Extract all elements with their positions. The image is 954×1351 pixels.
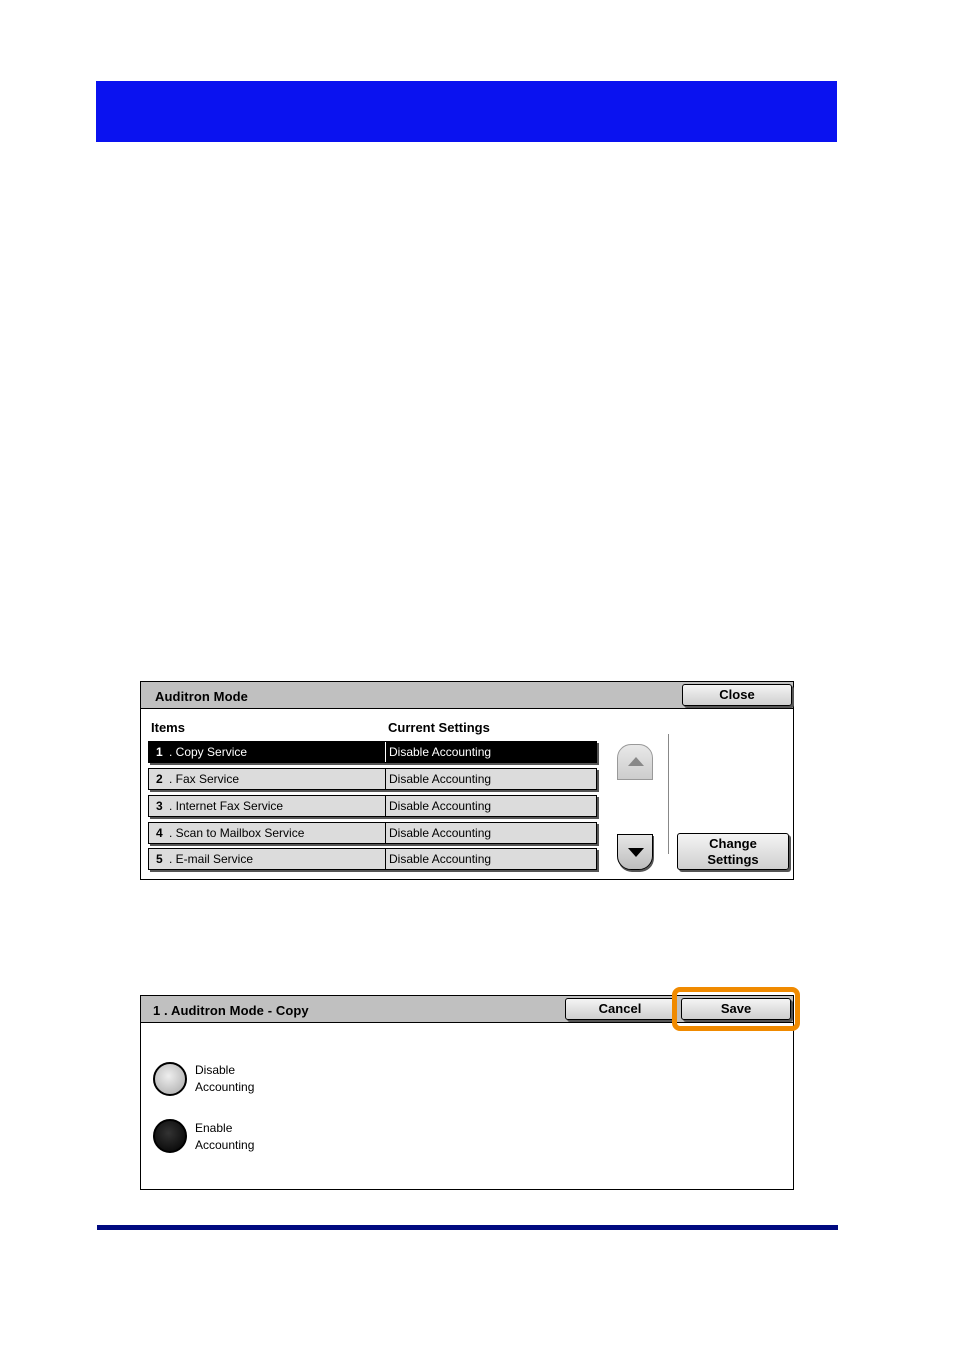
column-divider — [385, 796, 386, 816]
divider — [668, 734, 669, 854]
item-name: . Internet Fax Service — [169, 799, 284, 813]
column-divider — [385, 769, 386, 789]
item-name: . Fax Service — [169, 772, 240, 786]
change-settings-line2: Settings — [707, 851, 759, 867]
item-name: . E-mail Service — [169, 852, 254, 866]
column-divider — [385, 849, 386, 869]
panel-title: Auditron Mode — [155, 689, 249, 704]
item-number: 1 — [156, 745, 163, 759]
item-setting: Disable Accounting — [389, 772, 492, 786]
footer-rule — [97, 1225, 838, 1230]
item-setting: Disable Accounting — [389, 799, 492, 813]
item-number: 3 — [156, 799, 163, 813]
item-number: 2 — [156, 772, 163, 786]
change-settings-line1: Change — [709, 835, 757, 851]
item-name: . Copy Service — [169, 745, 248, 759]
list-item-fax-service[interactable] — [148, 768, 597, 790]
option-line1: Enable — [195, 1121, 233, 1135]
item-setting: Disable Accounting — [389, 852, 492, 866]
list-item-scan-to-mailbox-service[interactable] — [148, 822, 597, 844]
item-setting: Disable Accounting — [389, 826, 492, 840]
triangle-up-icon — [628, 757, 644, 766]
list-item-internet-fax-service[interactable] — [148, 795, 597, 817]
disable-accounting-radio[interactable] — [153, 1062, 187, 1096]
triangle-down-icon — [628, 848, 644, 857]
item-setting: Disable Accounting — [389, 745, 492, 759]
item-number: 4 — [156, 826, 163, 840]
item-name: . Scan to Mailbox Service — [169, 826, 305, 840]
option-line1: Disable — [195, 1063, 236, 1077]
column-divider — [385, 823, 386, 843]
column-divider — [385, 742, 386, 762]
option-line2: Accounting — [195, 1138, 255, 1152]
cancel-button[interactable]: Cancel — [565, 998, 675, 1020]
scroll-down-button[interactable] — [617, 834, 653, 870]
save-button[interactable]: Save — [681, 998, 791, 1020]
enable-accounting-label — [195, 1120, 275, 1154]
scroll-up-button[interactable] — [617, 744, 653, 780]
save-highlight — [672, 987, 800, 1031]
list-item-email-service[interactable] — [148, 848, 597, 870]
header-bar — [96, 81, 837, 142]
change-settings-button[interactable] — [677, 833, 789, 870]
item-number: 5 — [156, 852, 163, 866]
list-item-copy-service[interactable] — [148, 741, 597, 763]
panel-title: 1 . Auditron Mode - Copy — [153, 1003, 309, 1018]
disable-accounting-label — [195, 1062, 275, 1096]
items-column-header: Items — [151, 720, 185, 735]
current-settings-column-header: Current Settings — [388, 720, 490, 735]
auditron-mode-panel — [140, 681, 794, 880]
close-button[interactable]: Close — [682, 684, 792, 706]
option-line2: Accounting — [195, 1080, 255, 1094]
enable-accounting-radio[interactable] — [153, 1119, 187, 1153]
